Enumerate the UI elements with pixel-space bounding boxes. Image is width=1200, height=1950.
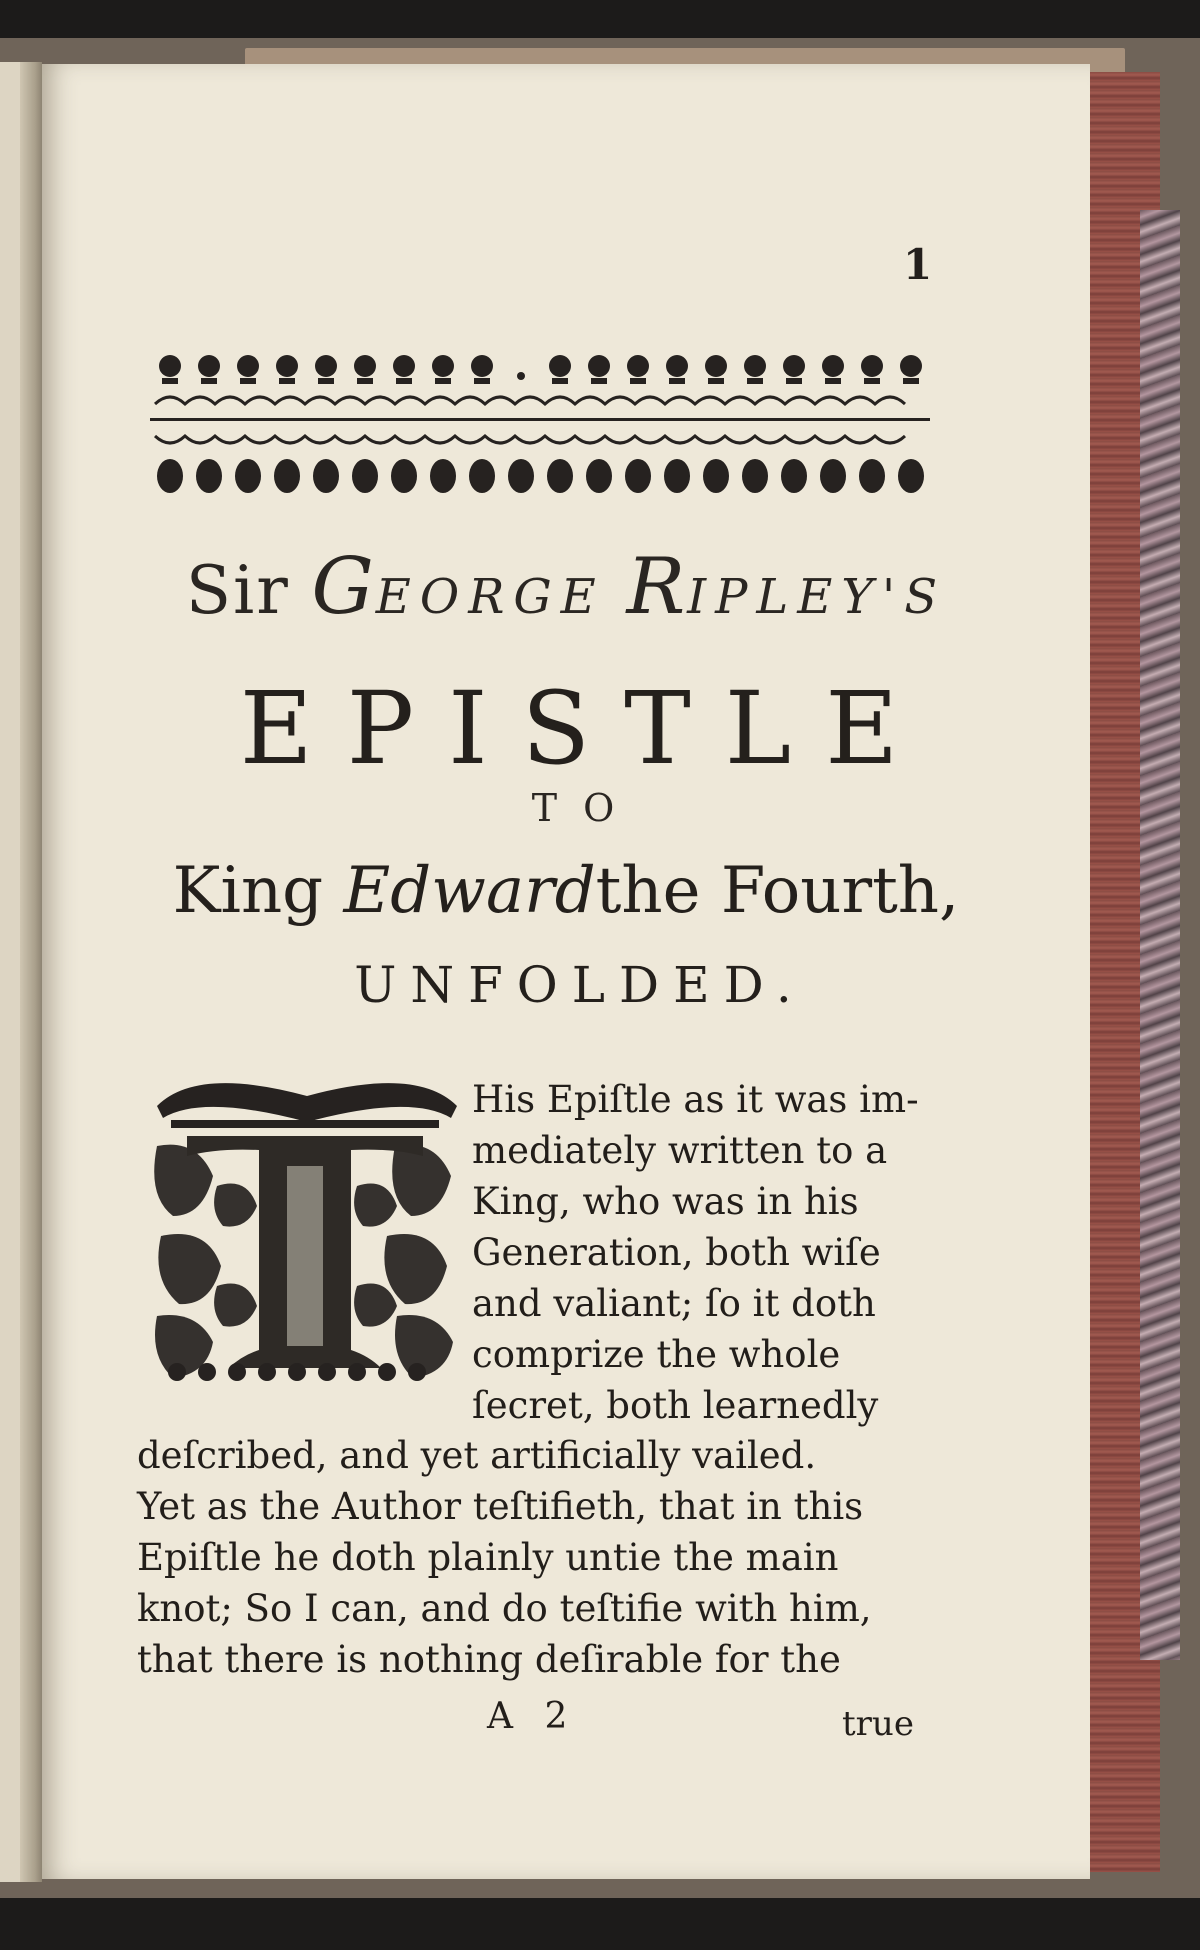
body-line: Yet as the Author teſtifieth, that in this: [137, 1485, 864, 1528]
title-author-line: [42, 542, 1090, 632]
book-gutter: [20, 62, 42, 1882]
title-ripley-initial: R: [626, 542, 688, 632]
title-george-rest: EORGE: [375, 569, 605, 625]
body-line: ſecret, both learnedly: [472, 1384, 879, 1427]
body-line: Generation, both wiſe: [472, 1231, 881, 1274]
body-line: Epiſtle he doth plainly untie the main: [137, 1536, 839, 1579]
title-the-fourth: the Fourth,: [595, 854, 960, 928]
body-line: deſcribed, and yet artificially vailed.: [137, 1434, 817, 1477]
book-page: [42, 64, 1090, 1879]
title-epistle: EPISTLE: [239, 670, 933, 787]
body-line: and valiant; ſo it doth: [472, 1282, 876, 1325]
body-line: that there is nothing deſirable for the: [137, 1638, 841, 1681]
marbled-board-edge: [1140, 210, 1180, 1660]
title-ripley-rest: IPLEY'S: [687, 569, 947, 625]
title-edward: Edward: [343, 854, 596, 928]
title-king: King: [172, 854, 324, 928]
body-text-beside-initial: [472, 1074, 932, 1431]
catchword: true: [842, 1704, 914, 1744]
body-line: comprize the whole: [472, 1333, 841, 1376]
fleuron-band-icon: [150, 336, 930, 516]
body-text-full-width: [137, 1430, 932, 1685]
title-sir: Sir: [185, 552, 290, 629]
decorated-initial-t-icon: [147, 1066, 463, 1388]
signature-mark: A 2: [487, 1696, 578, 1737]
title-george-initial: G: [311, 542, 376, 632]
title-unfolded: UNFOLDED.: [354, 956, 806, 1014]
body-line: knot; So I can, and do teſtifie with him,: [137, 1587, 872, 1630]
body-line: King, who was in his: [472, 1180, 859, 1223]
body-line: His Epiſtle as it was im-: [472, 1078, 919, 1121]
body-line: mediately written to a: [472, 1129, 888, 1172]
page-number: 1: [903, 240, 933, 289]
title-to: TO: [531, 786, 641, 830]
title-king-line: [42, 854, 1090, 928]
